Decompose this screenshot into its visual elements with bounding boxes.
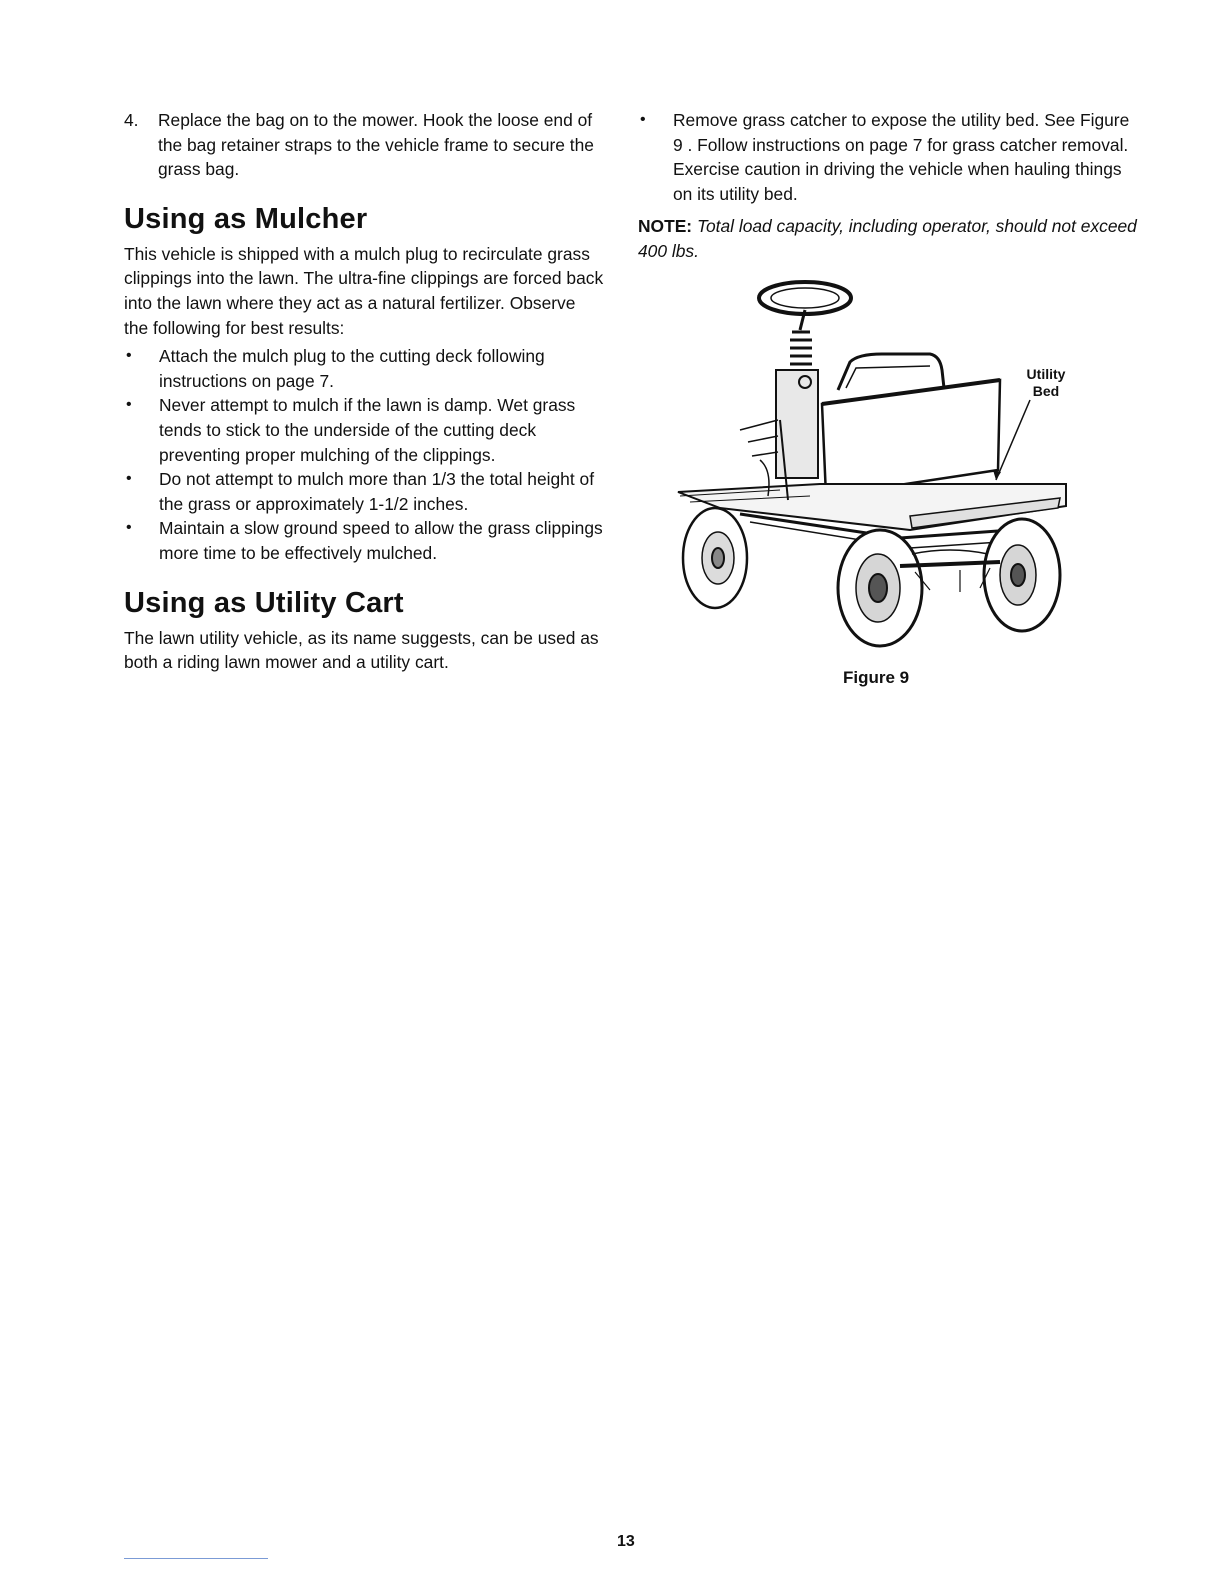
mulcher-intro: This vehicle is shipped with a mulch plug to recirculate grass clippings into the lawn. The ultra-fine clippings are forced back into the lawn where they act as a natural fertilizer. Observe the following for best results:: [124, 243, 604, 338]
utility-cart-heading: Using as Utility Cart: [124, 586, 404, 619]
right-column: [638, 108, 1138, 264]
utility-bed-callout: Utility Bed: [1026, 366, 1066, 399]
left-column: [124, 108, 604, 675]
figure-9: [660, 270, 1080, 650]
bullet-icon: •: [126, 347, 132, 365]
note: [638, 214, 1138, 263]
list-item: • Never attempt to mulch if the lawn is damp. Wet grass tends to stick to the underside of the cutting deck preventing proper mulching of the clippings.: [126, 395, 576, 465]
list-item: • Attach the mulch plug to the cutting deck following instructions on page 7.: [126, 346, 545, 391]
page-number: 13: [617, 1533, 635, 1550]
utility-cart-intro: The lawn utility vehicle, as its name suggests, can be used as both a riding lawn mower and a utility cart.: [124, 627, 599, 673]
note-text: Total load capacity, including operator, should not exceed 400 lbs.: [638, 216, 1137, 261]
mulcher-heading: Using as Mulcher: [124, 202, 368, 235]
bullet-icon: •: [640, 111, 646, 128]
lawn-utility-vehicle-illustration: [660, 270, 1080, 650]
list-item: • Maintain a slow ground speed to allow the grass clippings more time to be effectively mulched.: [126, 518, 603, 563]
bullet-icon: •: [126, 470, 132, 488]
list-item: • Do not attempt to mulch more than 1/3 the total height of the grass or approximately 1-1/2 inches.: [126, 469, 595, 514]
step-4: [124, 108, 604, 182]
step-number: 4.: [124, 110, 139, 130]
bullet-icon: •: [126, 519, 132, 537]
footer-divider: [124, 1558, 268, 1559]
list-item: • Remove grass catcher to expose the utility bed. See Figure 9 . Follow instructions on page 7 for grass catcher removal. Exercise caution in driving the vehicle when hauling things on its utility bed.: [640, 110, 1130, 204]
bullet-icon: •: [126, 396, 132, 414]
right-bullet-list: [638, 108, 1138, 206]
figure-caption: Figure 9: [843, 668, 910, 687]
note-label: NOTE:: [638, 216, 693, 237]
step-text: Replace the bag on to the mower. Hook the loose end of the bag retainer straps to the vehicle frame to secure the grass bag.: [158, 110, 594, 180]
mulcher-bullet-list: [124, 344, 604, 565]
